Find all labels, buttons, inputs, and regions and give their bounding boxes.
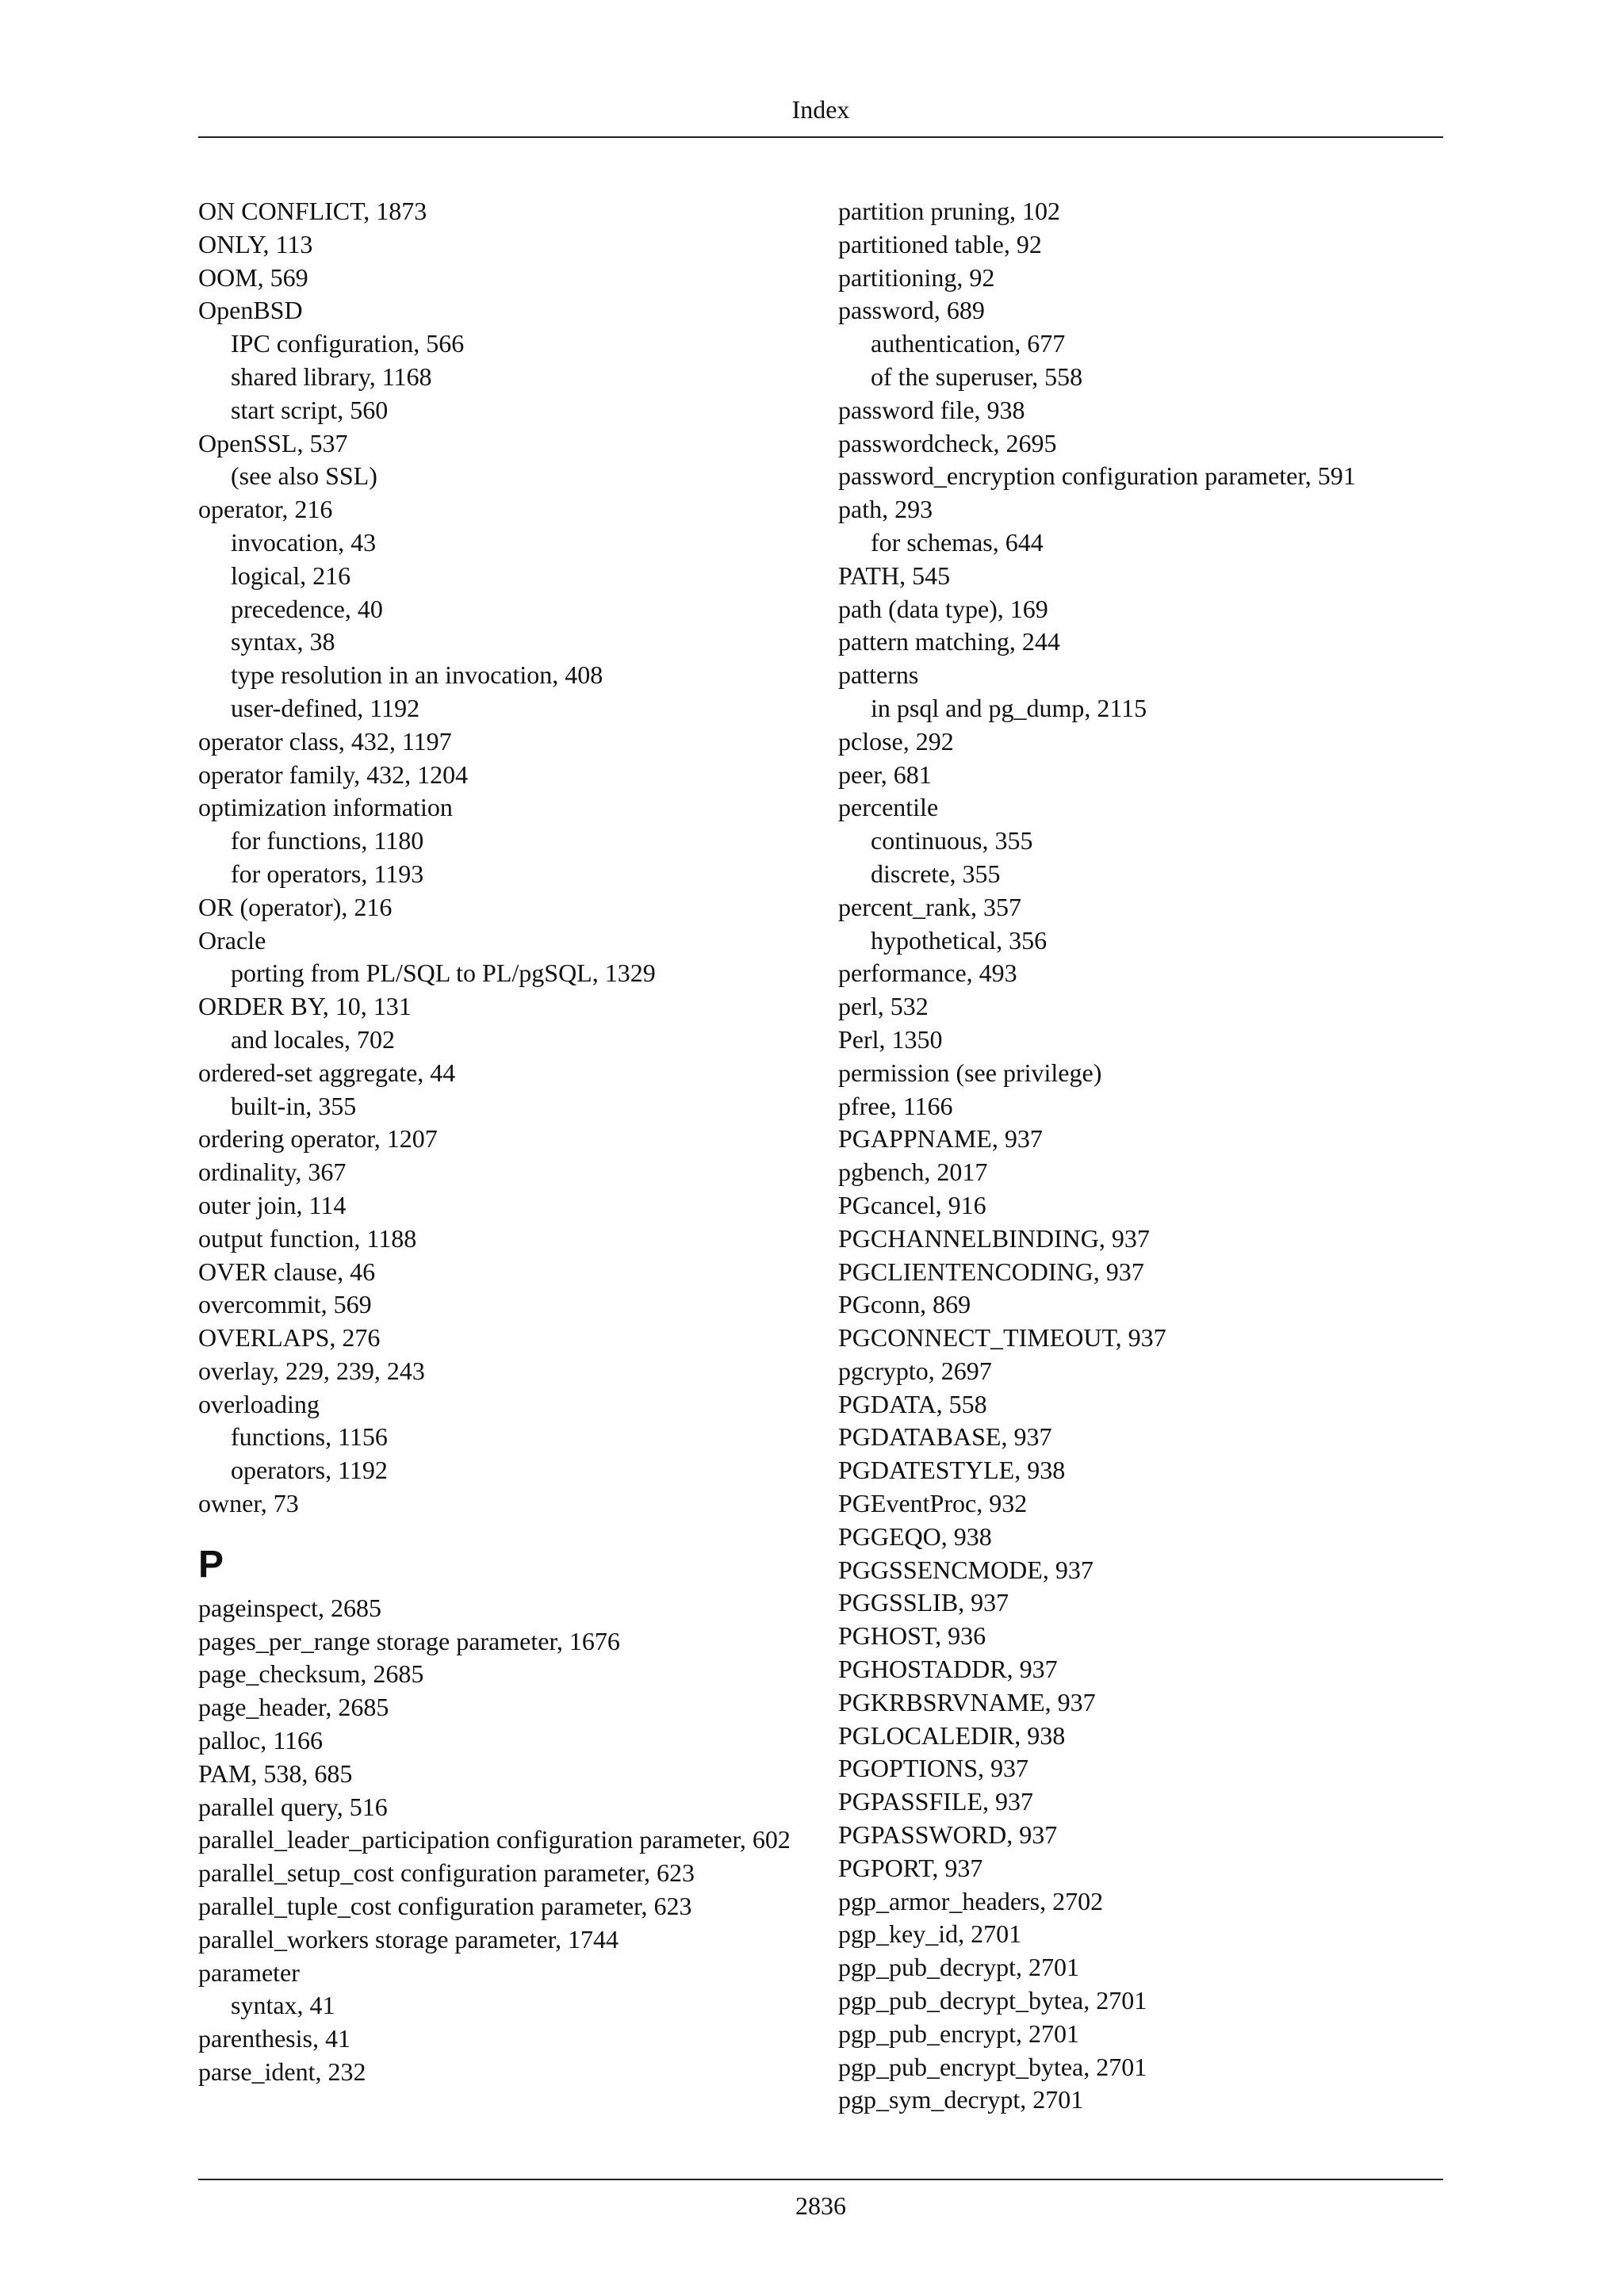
header-rule bbox=[198, 136, 1443, 138]
index-entry: password_encryption configuration parameter, 591 bbox=[838, 461, 1356, 491]
index-entry: output function, 1188 bbox=[198, 1223, 417, 1253]
index-subentry: user-defined, 1192 bbox=[231, 693, 420, 722]
index-entry: ORDER BY, 10, 131 bbox=[198, 992, 412, 1021]
section-letter-heading: P bbox=[198, 1543, 224, 1586]
index-entry: PGOPTIONS, 937 bbox=[838, 1754, 1029, 1783]
index-entry: Oracle bbox=[198, 925, 266, 955]
index-entry: path, 293 bbox=[838, 495, 933, 524]
index-entry: palloc, 1166 bbox=[198, 1726, 323, 1755]
index-entry: pgp_armor_headers, 2702 bbox=[838, 1886, 1104, 1915]
index-entry: page_header, 2685 bbox=[198, 1693, 389, 1722]
index-entry: ordering operator, 1207 bbox=[198, 1124, 438, 1154]
index-subentry: type resolution in an invocation, 408 bbox=[231, 660, 603, 690]
index-entries-o bbox=[198, 195, 809, 1521]
index-entry: ONLY, 113 bbox=[198, 229, 313, 258]
index-entry: permission (see privilege) bbox=[838, 1058, 1102, 1087]
index-subentry: (see also SSL) bbox=[231, 461, 377, 491]
index-subentry: discrete, 355 bbox=[871, 859, 1001, 888]
index-subentry: logical, 216 bbox=[231, 561, 351, 590]
index-entry: overloading bbox=[198, 1389, 320, 1418]
index-entry: PGDATA, 558 bbox=[838, 1389, 987, 1418]
index-entry: PGGSSLIB, 937 bbox=[838, 1588, 1009, 1617]
index-entry: partition pruning, 102 bbox=[838, 197, 1060, 225]
index-entry: passwordcheck, 2695 bbox=[838, 428, 1057, 457]
index-entry: PGKRBSRVNAME, 937 bbox=[838, 1687, 1096, 1716]
index-entry: pages_per_range storage parameter, 1676 bbox=[198, 1626, 620, 1655]
index-entry: PGGEQO, 938 bbox=[838, 1521, 992, 1551]
index-entry: pgp_pub_encrypt_bytea, 2701 bbox=[838, 2052, 1147, 2081]
index-subentry: start script, 560 bbox=[231, 395, 389, 424]
index-subentry: of the superuser, 558 bbox=[871, 362, 1083, 391]
index-entry: pgp_sym_decrypt, 2701 bbox=[838, 2085, 1084, 2114]
index-entry: ordinality, 367 bbox=[198, 1158, 347, 1187]
index-entry: PGDATABASE, 937 bbox=[838, 1422, 1052, 1452]
index-subentry: in psql and pg_dump, 2115 bbox=[871, 693, 1147, 722]
index-entry: parallel_setup_cost configuration parameter, 623 bbox=[198, 1858, 695, 1888]
index-entry: page_checksum, 2685 bbox=[198, 1659, 424, 1689]
index-entry: parse_ident, 232 bbox=[198, 2057, 366, 2087]
index-subentry: shared library, 1168 bbox=[231, 362, 432, 391]
index-entry: OVERLAPS, 276 bbox=[198, 1323, 381, 1353]
index-entry: operator family, 432, 1204 bbox=[198, 760, 469, 789]
index-entry: ON CONFLICT, 1873 bbox=[198, 197, 427, 225]
index-entry: PGcancel, 916 bbox=[838, 1190, 986, 1219]
index-column-right bbox=[838, 195, 1457, 2117]
index-entries-p bbox=[198, 1592, 809, 2089]
index-entry: PAM, 538, 685 bbox=[198, 1758, 353, 1788]
index-entry: parallel_workers storage parameter, 1744 bbox=[198, 1924, 619, 1954]
index-entry: parallel_tuple_cost configuration parameter, 623 bbox=[198, 1892, 692, 1921]
page-number: 2836 bbox=[795, 2191, 846, 2220]
index-entry: pattern matching, 244 bbox=[838, 627, 1060, 656]
index-entry: OVER clause, 46 bbox=[198, 1257, 376, 1286]
index-entry: operator class, 432, 1197 bbox=[198, 726, 452, 756]
index-entry: password, 689 bbox=[838, 296, 985, 325]
index-entry: PGCHANNELBINDING, 937 bbox=[838, 1223, 1150, 1253]
index-entry: outer join, 114 bbox=[198, 1190, 347, 1219]
index-subentry: porting from PL/SQL to PL/pgSQL, 1329 bbox=[231, 959, 656, 988]
index-entry: parenthesis, 41 bbox=[198, 2024, 350, 2053]
index-entry: parallel_leader_participation configuration parameter, 602 bbox=[198, 1825, 791, 1854]
index-entry: pgp_key_id, 2701 bbox=[838, 1919, 1022, 1949]
index-entry: PGCONNECT_TIMEOUT, 937 bbox=[838, 1323, 1166, 1353]
index-entry: PATH, 545 bbox=[838, 561, 951, 590]
index-entry: OpenSSL, 537 bbox=[198, 428, 348, 457]
index-entry: peer, 681 bbox=[838, 760, 932, 789]
index-subentry: functions, 1156 bbox=[231, 1422, 388, 1452]
index-subentry: for operators, 1193 bbox=[231, 859, 424, 888]
index-subentry: authentication, 677 bbox=[871, 329, 1066, 358]
index-entry: Perl, 1350 bbox=[838, 1024, 943, 1054]
index-entry: operator, 216 bbox=[198, 495, 333, 524]
index-entry: pgcrypto, 2697 bbox=[838, 1356, 992, 1385]
index-entries-p-continued bbox=[838, 195, 1457, 2117]
index-subentry: operators, 1192 bbox=[231, 1456, 388, 1485]
index-entry: optimization information bbox=[198, 793, 453, 822]
index-entry: PGDATESTYLE, 938 bbox=[838, 1456, 1066, 1485]
index-column-left bbox=[198, 195, 809, 2089]
index-subentry: IPC configuration, 566 bbox=[231, 329, 465, 358]
index-entry: performance, 493 bbox=[838, 959, 1017, 988]
index-entry: pgbench, 2017 bbox=[838, 1158, 988, 1187]
index-entry: path (data type), 169 bbox=[838, 594, 1048, 623]
index-entry: PGHOST, 936 bbox=[838, 1621, 986, 1651]
index-entry: pgp_pub_encrypt, 2701 bbox=[838, 2019, 1079, 2048]
index-entry: PGGSSENCMODE, 937 bbox=[838, 1555, 1094, 1584]
index-entry: patterns bbox=[838, 660, 919, 690]
index-subentry: and locales, 702 bbox=[231, 1024, 396, 1054]
index-entry: pgp_pub_decrypt_bytea, 2701 bbox=[838, 1986, 1147, 2015]
index-entry: parameter bbox=[198, 1957, 300, 1987]
index-entry: partitioned table, 92 bbox=[838, 229, 1042, 258]
footer-rule bbox=[198, 2179, 1443, 2180]
index-subentry: precedence, 40 bbox=[231, 594, 383, 623]
index-entry: PGconn, 869 bbox=[838, 1290, 971, 1319]
index-subentry: continuous, 355 bbox=[871, 826, 1033, 855]
index-entry: OR (operator), 216 bbox=[198, 892, 393, 921]
index-subentry: hypothetical, 356 bbox=[871, 925, 1048, 955]
index-subentry: syntax, 38 bbox=[231, 627, 335, 656]
index-entry: PGPASSWORD, 937 bbox=[838, 1820, 1058, 1850]
running-header-title: Index bbox=[791, 95, 850, 124]
index-subentry: for schemas, 644 bbox=[871, 527, 1044, 557]
index-entry: overcommit, 569 bbox=[198, 1290, 372, 1319]
index-subentry: for functions, 1180 bbox=[231, 826, 424, 855]
index-entry: OpenBSD bbox=[198, 296, 303, 325]
index-entry: password file, 938 bbox=[838, 395, 1025, 424]
index-subentry: syntax, 41 bbox=[231, 1991, 335, 2020]
index-entry: partitioning, 92 bbox=[838, 262, 995, 292]
index-entry: PGEventProc, 932 bbox=[838, 1489, 1028, 1518]
index-entry: PGPORT, 937 bbox=[838, 1853, 983, 1882]
index-subentry: built-in, 355 bbox=[231, 1091, 357, 1120]
index-entry: percent_rank, 357 bbox=[838, 892, 1022, 921]
index-entry: ordered-set aggregate, 44 bbox=[198, 1058, 456, 1087]
index-entry: PGLOCALEDIR, 938 bbox=[838, 1720, 1066, 1750]
index-entry: percentile bbox=[838, 793, 939, 822]
index-entry: overlay, 229, 239, 243 bbox=[198, 1356, 425, 1385]
index-entry: owner, 73 bbox=[198, 1489, 299, 1518]
index-entry: PGCLIENTENCODING, 937 bbox=[838, 1257, 1144, 1286]
index-subentry: invocation, 43 bbox=[231, 527, 377, 557]
index-entry: pgp_pub_decrypt, 2701 bbox=[838, 1953, 1079, 1982]
index-entry: PGPASSFILE, 937 bbox=[838, 1787, 1034, 1816]
index-entry: perl, 532 bbox=[838, 992, 929, 1021]
index-entry: OOM, 569 bbox=[198, 262, 308, 292]
index-entry: PGAPPNAME, 937 bbox=[838, 1124, 1043, 1154]
index-entry: pclose, 292 bbox=[838, 726, 954, 756]
index-entry: pfree, 1166 bbox=[838, 1091, 953, 1120]
index-entry: parallel query, 516 bbox=[198, 1792, 388, 1821]
index-entry: pageinspect, 2685 bbox=[198, 1593, 382, 1622]
index-entry: PGHOSTADDR, 937 bbox=[838, 1655, 1058, 1684]
